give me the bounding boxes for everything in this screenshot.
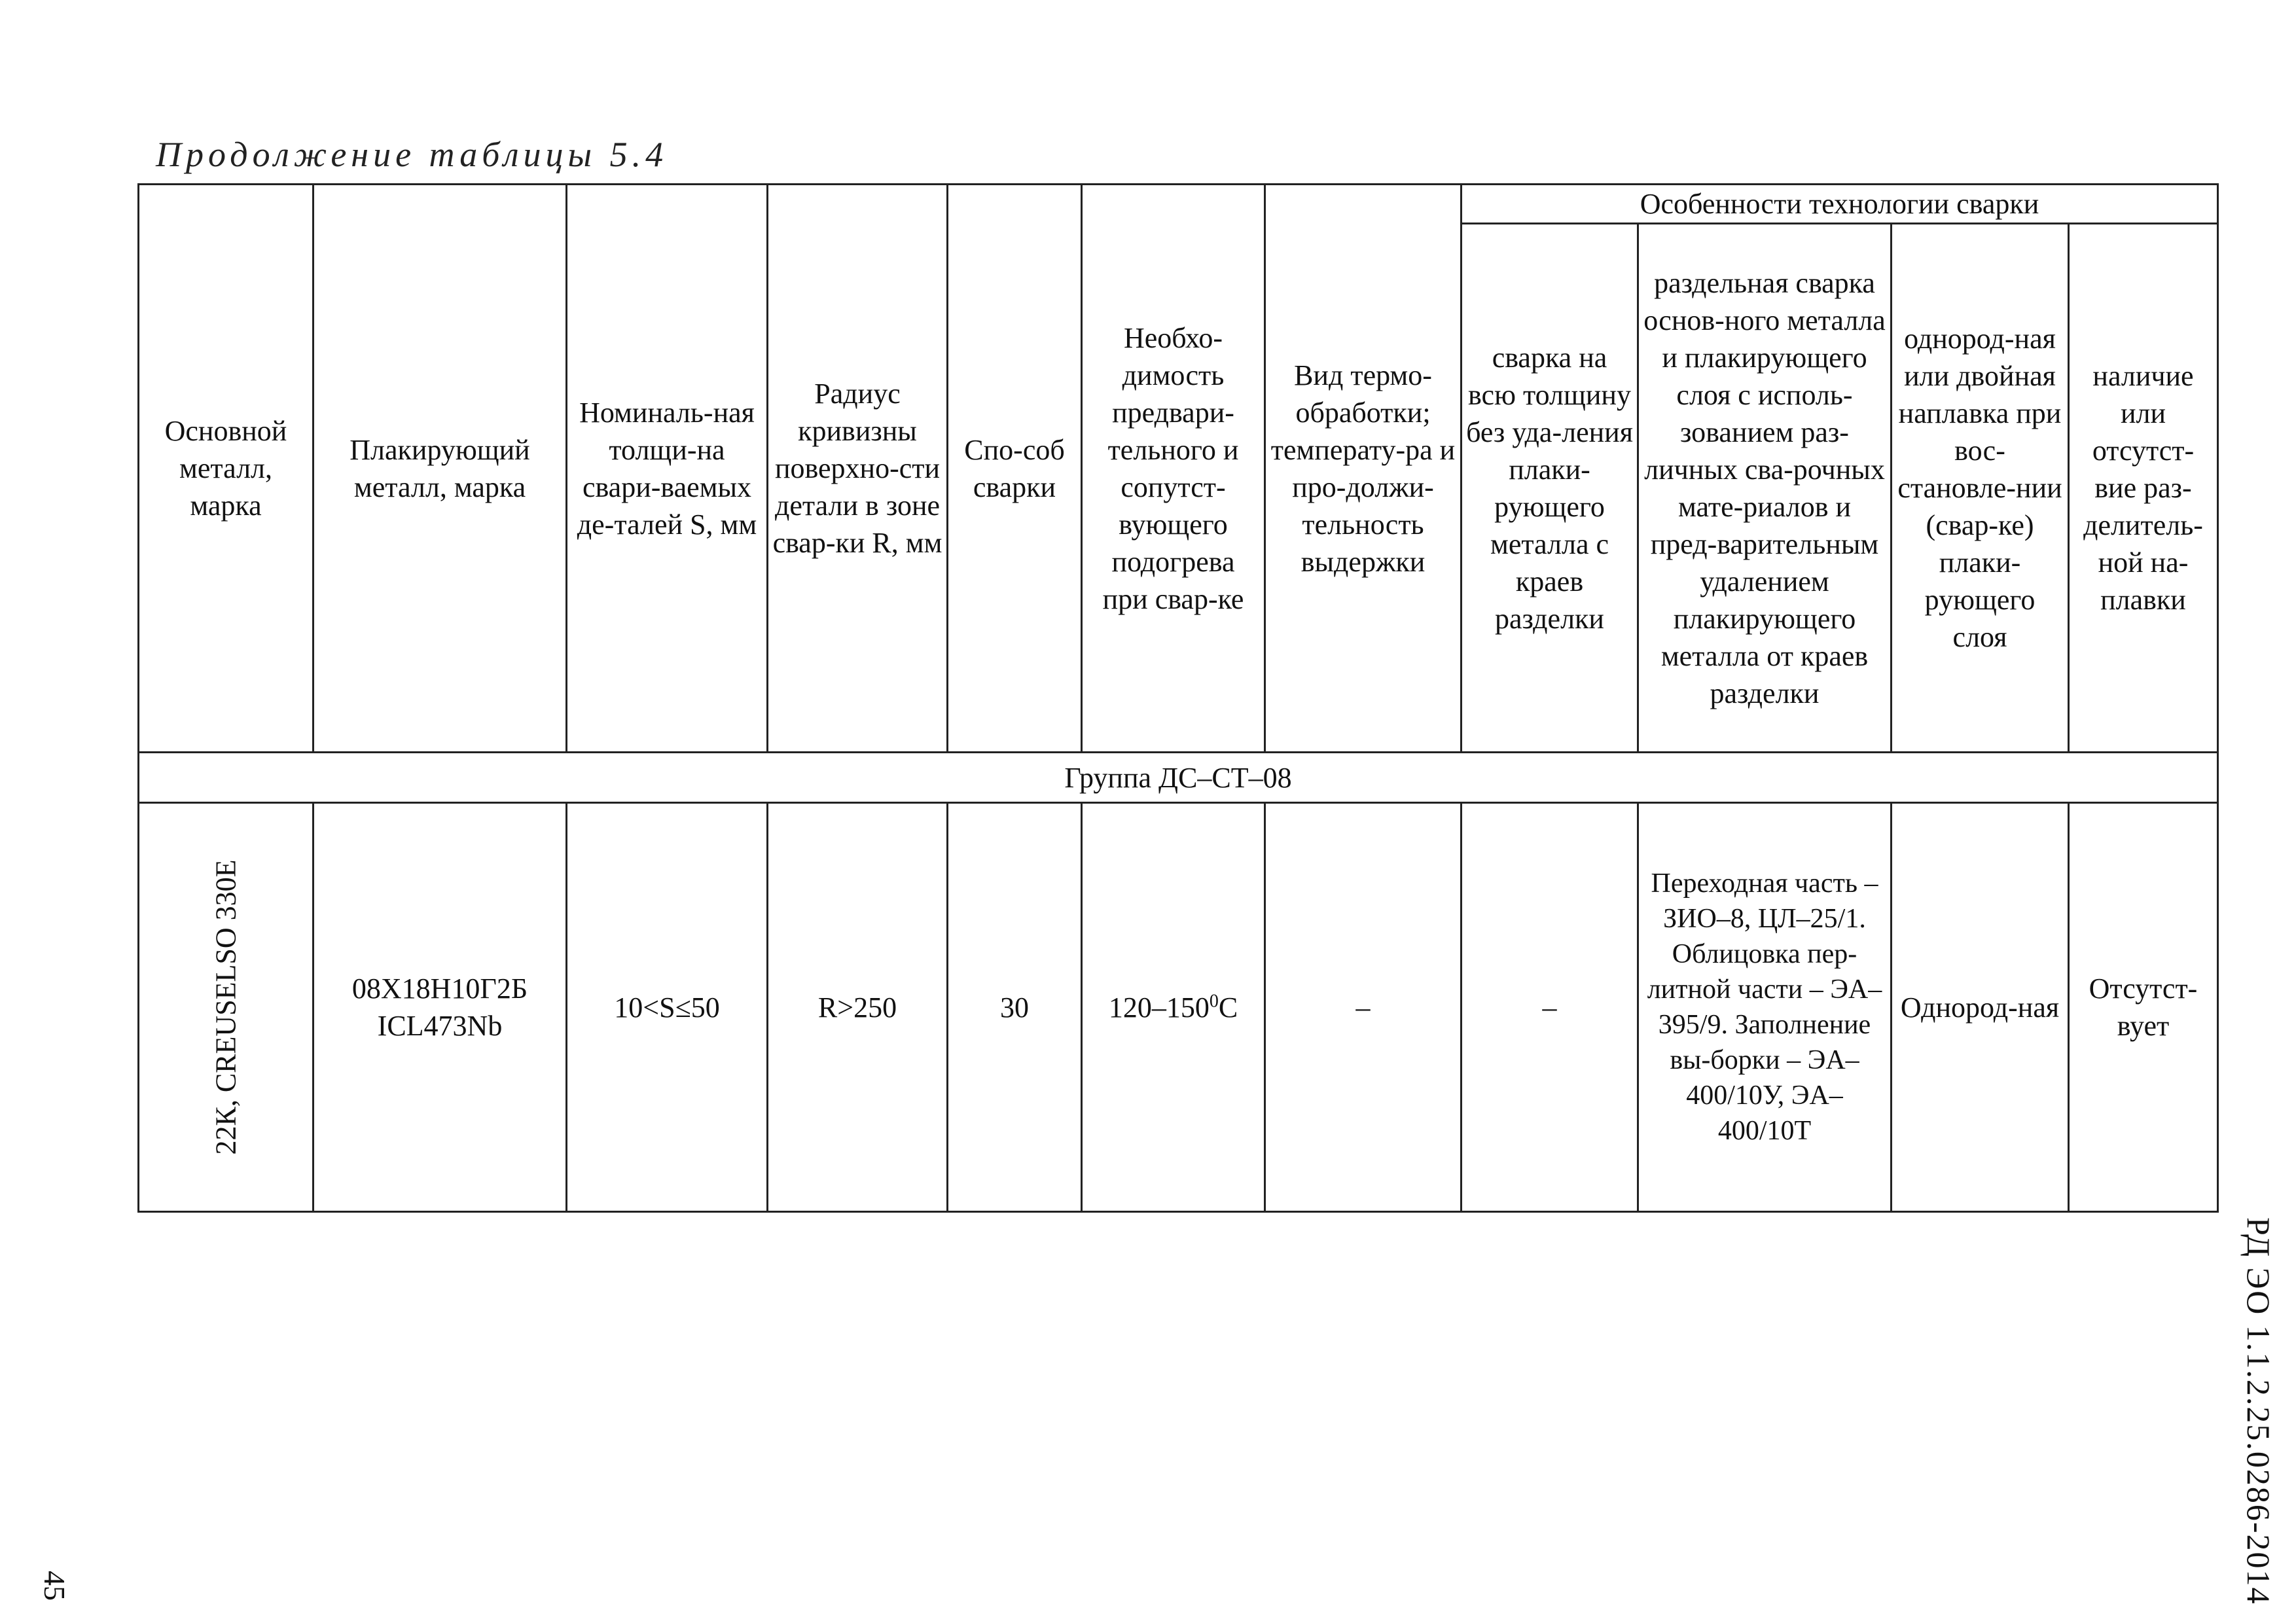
header-preheat: Необхо-димость предвари-тельного и сопутст-вующего подогрева при свар-ке [1082,185,1265,753]
header-tech-group: Особенности технологии сварки [1462,185,2218,224]
group-label: Группа ДС–СТ–08 [139,753,2218,803]
cell-preheat [1082,803,1265,1212]
header-thickness: Номиналь-ная толщи-на свари-ваемых де-талей S, мм [567,185,768,753]
header-tech-overlay: однород-ная или двойная наплавка при вос-становле-нии (свар-ке) плаки-рующего слоя [1892,224,2069,753]
preheat-unit: С [1218,991,1238,1024]
cell-thickness: 10<S≤50 [567,803,768,1212]
header-tech-full: сварка на всю толщину без уда-ления плаки-рующего металла с краев разделки [1462,224,1638,753]
table-row [139,803,2218,1212]
header-tech-separating: наличие или отсутст-вие раз-делитель-ной на-плавки [2069,224,2218,753]
cell-tech-overlay: Однород-ная [1892,803,2069,1212]
header-cladding-metal: Плакирующий металл, марка [314,185,567,753]
header-radius: Радиус кривизны поверхно-сти детали в зоне свар-ки R, мм [768,185,948,753]
document-code: РД ЭО 1.1.2.25.0286-2014 [2240,1217,2277,1605]
cell-heat-treatment: – [1265,803,1462,1212]
cell-tech-full: – [1462,803,1638,1212]
cell-base-metal [139,803,314,1212]
header-base-metal: Основной металл, марка [139,185,314,753]
cell-tech-separating: Отсутст-вует [2069,803,2218,1212]
table-caption: Продолжение таблицы 5.4 [156,135,668,174]
header-method: Спо-соб сварки [948,185,1082,753]
header-heat-treatment: Вид термо-обработки; температу-ра и про-должи-тельность выдержки [1265,185,1462,753]
preheat-degree: 0 [1209,990,1219,1011]
page-number: 45 [38,1571,71,1601]
header-tech-separate: раздельная сварка основ-ного металла и плакирующего слоя с исполь-зованием раз-личных сва-рочных мате-риалов и пред-варительным удалением плакирующего металла от краев разделки [1638,224,1892,753]
preheat-value: 120–150 [1108,991,1210,1024]
cell-radius: R>250 [768,803,948,1212]
cell-cladding-metal: 08Х18Н10Г2Б ICL473Nb [314,803,567,1212]
cell-tech-separate: Переходная часть – ЗИО–8, ЦЛ–25/1. Облицовка пер-литной части – ЭА–395/9. Заполнение вы-борки – ЭА–400/10У, ЭА–400/10Т [1638,803,1892,1212]
base-metal-rotated-text: 22К, CREUSELSO 330E [209,859,242,1155]
welding-table [137,183,2219,1213]
cell-method: 30 [948,803,1082,1212]
